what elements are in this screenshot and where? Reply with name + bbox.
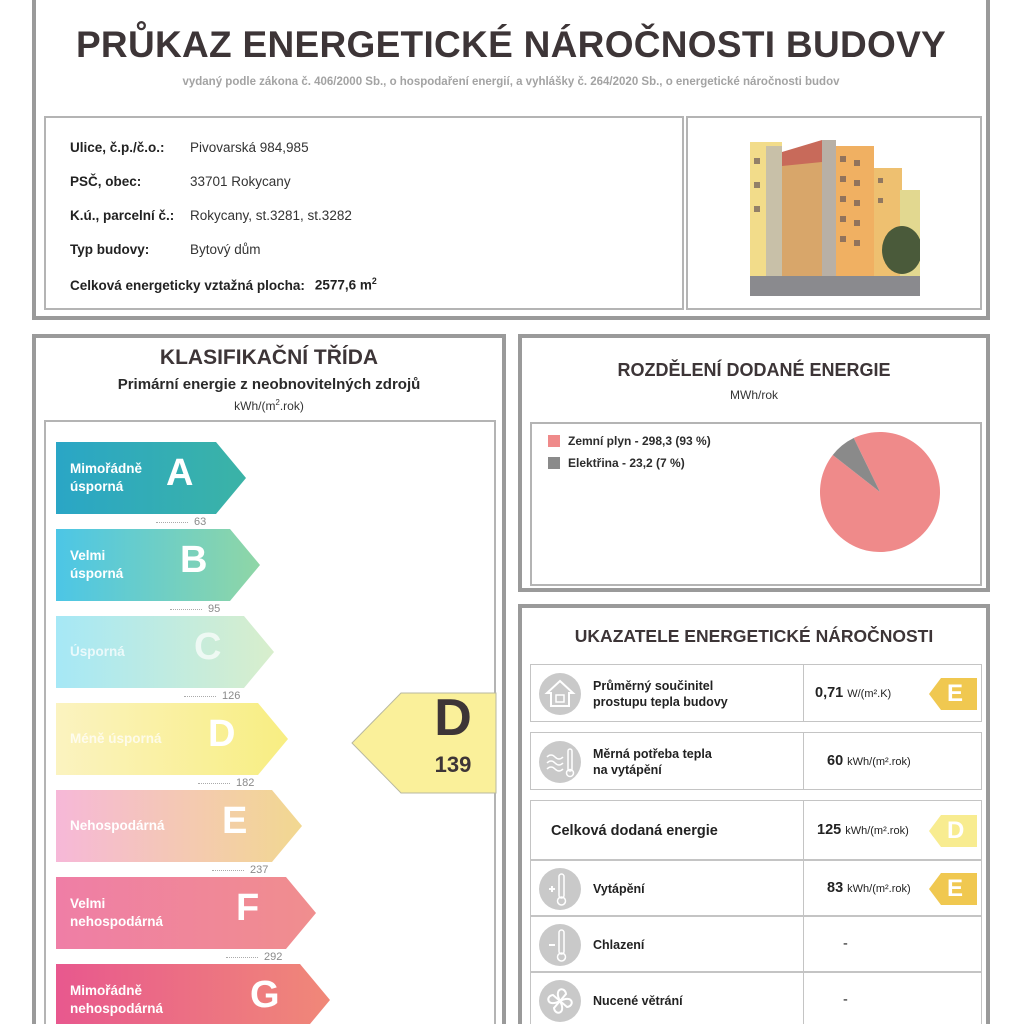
distribution-title: ROZDĚLENÍ DODANÉ ENERGIE — [617, 360, 891, 380]
class-letter: B — [180, 539, 208, 581]
class-badge-d: D — [929, 815, 977, 847]
class-arrow-c — [56, 616, 274, 688]
thermometer-plus-icon — [539, 868, 581, 910]
indicator-value: - — [843, 936, 848, 952]
building-photo-frame — [686, 116, 982, 310]
class-label: Nehospodárná — [70, 818, 165, 833]
class-label: Velmi úsporná — [70, 548, 124, 581]
thermometer-minus-icon — [539, 924, 581, 966]
classification-unit: kWh/$(m^2.rok)$ — [234, 398, 304, 413]
indicator-value: - — [843, 992, 848, 1008]
building-info — [44, 116, 684, 310]
class-threshold: 126 — [184, 690, 240, 702]
class-threshold: 292 — [226, 951, 282, 963]
indicator-value: 125 kWh/(m².rok) — [817, 822, 909, 838]
class-label: Méně úsporná — [70, 731, 162, 746]
class-threshold: 95 — [170, 603, 220, 615]
class-badge-e: E — [929, 873, 977, 905]
row-divider — [803, 917, 804, 971]
indicator-value: 0,71 W/(m².K) — [815, 685, 892, 701]
indicator-value: 83 kWh/(m².rok) — [827, 880, 911, 896]
indicator-row — [530, 664, 982, 722]
indicators-title: UKAZATELE ENERGETICKÉ NÁROČNOSTI — [574, 626, 934, 646]
indicator-label: Nucené větrání — [593, 994, 683, 1008]
pie-chart — [818, 430, 942, 554]
building-photo — [750, 132, 920, 296]
class-letter: D — [208, 713, 236, 755]
info-parcel: K.ú., parcelní č.: Rokycany, st.3281, st.3282 — [70, 208, 352, 223]
classification-subtitle: Primární energie z neobnovitelných zdrojů — [117, 376, 421, 393]
row-divider — [803, 733, 804, 789]
class-threshold: 182 — [198, 777, 254, 789]
indicator-row — [530, 732, 982, 790]
indicator-label: Průměrný součinitel prostupu tepla budovy — [593, 679, 728, 709]
class-threshold: 237 — [212, 864, 268, 876]
page-subtitle: vydaný podle zákona č. 406/2000 Sb., o hospodaření energií, a vyhlášky č. 264/2020 Sb., o energetické náročnosti budov — [182, 76, 840, 88]
indicator-row — [530, 860, 982, 916]
current-class-value: 139 — [434, 752, 472, 777]
class-arrow-b — [56, 529, 260, 601]
class-threshold: 63 — [156, 516, 206, 528]
legend-swatch-electricity — [548, 457, 560, 469]
class-arrow-g — [56, 964, 330, 1024]
distribution-unit: MWh/rok — [730, 388, 778, 402]
indicator-value: 60 kWh/(m².rok) — [827, 753, 911, 769]
class-letter: C — [194, 626, 222, 668]
class-letter: G — [250, 974, 280, 1016]
current-class-indicator — [351, 689, 497, 794]
indicator-row — [530, 916, 982, 972]
indicator-label: Měrná potřeba tepla na vytápění — [593, 747, 712, 777]
info-zip: PSČ, obec: 33701 Rokycany — [70, 174, 291, 189]
indicator-label: Chlazení — [593, 938, 645, 952]
class-letter: A — [166, 452, 194, 494]
class-letter: F — [236, 887, 260, 929]
area-value: 2577,6 $m^2$ — [314, 276, 377, 293]
indicator-row — [530, 800, 982, 860]
page-title: PRŮKAZ ENERGETICKÉ NÁROČNOSTI BUDOVY — [75, 24, 947, 65]
row-divider — [803, 973, 804, 1024]
class-arrow-a — [56, 442, 246, 514]
class-arrow-d — [56, 703, 288, 775]
row-divider — [803, 665, 804, 721]
class-label: Velmi nehospodárná — [70, 896, 164, 929]
legend-item-electricity: Elektřina - 23,2 (7 %) — [548, 456, 685, 470]
class-arrow-e — [56, 790, 302, 862]
class-arrow-f — [56, 877, 316, 949]
info-area: Celková energeticky vztažná plocha: 2577,6 $m^2$ — [70, 276, 377, 293]
indicator-row — [530, 972, 982, 1024]
row-divider — [803, 801, 804, 859]
legend-item-gas: Zemní plyn - 298,3 (93 %) — [548, 434, 711, 448]
fan-icon — [539, 980, 581, 1022]
distribution-chart — [530, 422, 982, 586]
heat-demand-icon — [539, 741, 581, 783]
legend-swatch-gas — [548, 435, 560, 447]
class-badge-e: E — [929, 678, 977, 710]
class-label: Úsporná — [70, 644, 125, 659]
info-street: Ulice, č.p./č.o.: Pivovarská 984,985 — [70, 140, 309, 155]
class-label: Mimořádně nehospodárná — [70, 983, 164, 1016]
energy-distribution-panel — [518, 334, 990, 592]
classification-scale — [44, 420, 496, 1024]
house-icon — [539, 673, 581, 715]
row-divider — [803, 861, 804, 915]
classification-panel — [32, 334, 506, 1024]
current-class-letter: D — [434, 689, 472, 747]
indicator-label: Vytápění — [593, 882, 645, 896]
header-panel — [32, 0, 990, 320]
classification-title: KLASIFIKAČNÍ TŘÍDA — [159, 346, 379, 369]
indicators-panel — [518, 604, 990, 1024]
class-label: Mimořádně úsporná — [70, 461, 143, 494]
info-type: Typ budovy: Bytový dům — [70, 242, 261, 257]
class-letter: E — [222, 800, 248, 842]
indicator-label: Celková dodaná energie — [551, 823, 718, 839]
